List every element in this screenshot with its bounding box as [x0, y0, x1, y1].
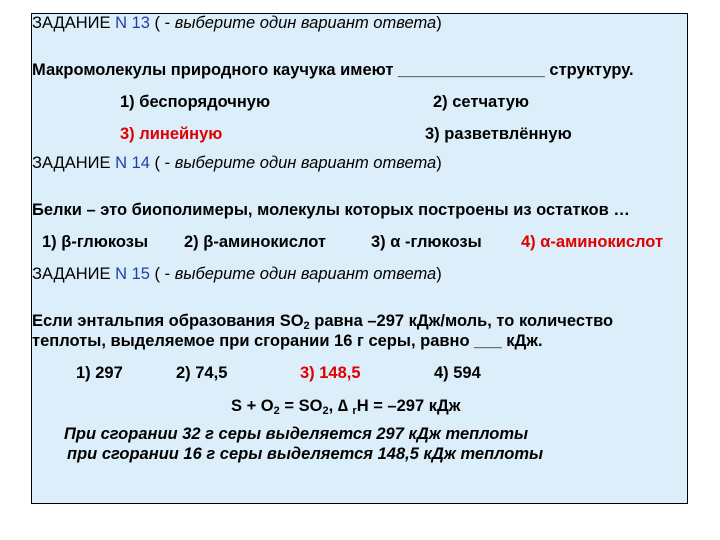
reaction-equation: $S + O_2 = SO_2$, ∆ $_r$H = –297 кДж — [231, 397, 461, 417]
solution-line-1: При сгорании 32 г серы выделяется 297 кДж теплоты — [64, 425, 529, 443]
task-13-header: ЗАДАНИЕ N 13 ( - выберите один вариант ответа) — [32, 14, 442, 32]
task-15-option-4[interactable]: 4) 594 — [434, 364, 481, 382]
task-14-option-3[interactable]: 3) α -глюкозы — [371, 233, 482, 251]
task-13-question: Макромолекулы природного каучука имеют ________________ структуру. — [32, 61, 634, 79]
task-14-option-2[interactable]: 2) β-аминокислот — [184, 233, 326, 251]
task-13-option-3-correct[interactable]: 3) линейную — [120, 125, 223, 143]
task-14-option-4-correct[interactable]: 4) α-аминокислот — [521, 233, 664, 251]
task-13-option-4[interactable]: 3) разветвлённую — [425, 125, 572, 143]
task-13-option-2[interactable]: 2) сетчатую — [433, 93, 529, 111]
task-14-option-1[interactable]: 1) β-глюкозы — [42, 233, 149, 251]
task-15-question-line-2: теплоты, выделяемое при сгорании 16 г серы, равно ___ кДж. — [32, 332, 543, 350]
task-15-option-3-correct[interactable]: 3) 148,5 — [300, 364, 361, 382]
task-15-header: ЗАДАНИЕ N 15 ( - выберите один вариант ответа) — [32, 265, 442, 283]
task-14-header: ЗАДАНИЕ N 14 ( - выберите один вариант ответа) — [32, 154, 442, 172]
task-15-question-line-1: Если энтальпия образования $SO_2$ равна –297 кДж/моль, то количество — [32, 312, 614, 332]
task-13-option-1[interactable]: 1) беспорядочную — [120, 93, 271, 111]
task-14-question: Белки – это биополимеры, молекулы которых построены из остатков … — [32, 201, 630, 219]
task-15-option-2[interactable]: 2) 74,5 — [176, 364, 228, 382]
task-15-option-1[interactable]: 1) 297 — [76, 364, 123, 382]
solution-line-2: при сгорании 16 г серы выделяется 148,5 кДж теплоты — [67, 445, 544, 463]
